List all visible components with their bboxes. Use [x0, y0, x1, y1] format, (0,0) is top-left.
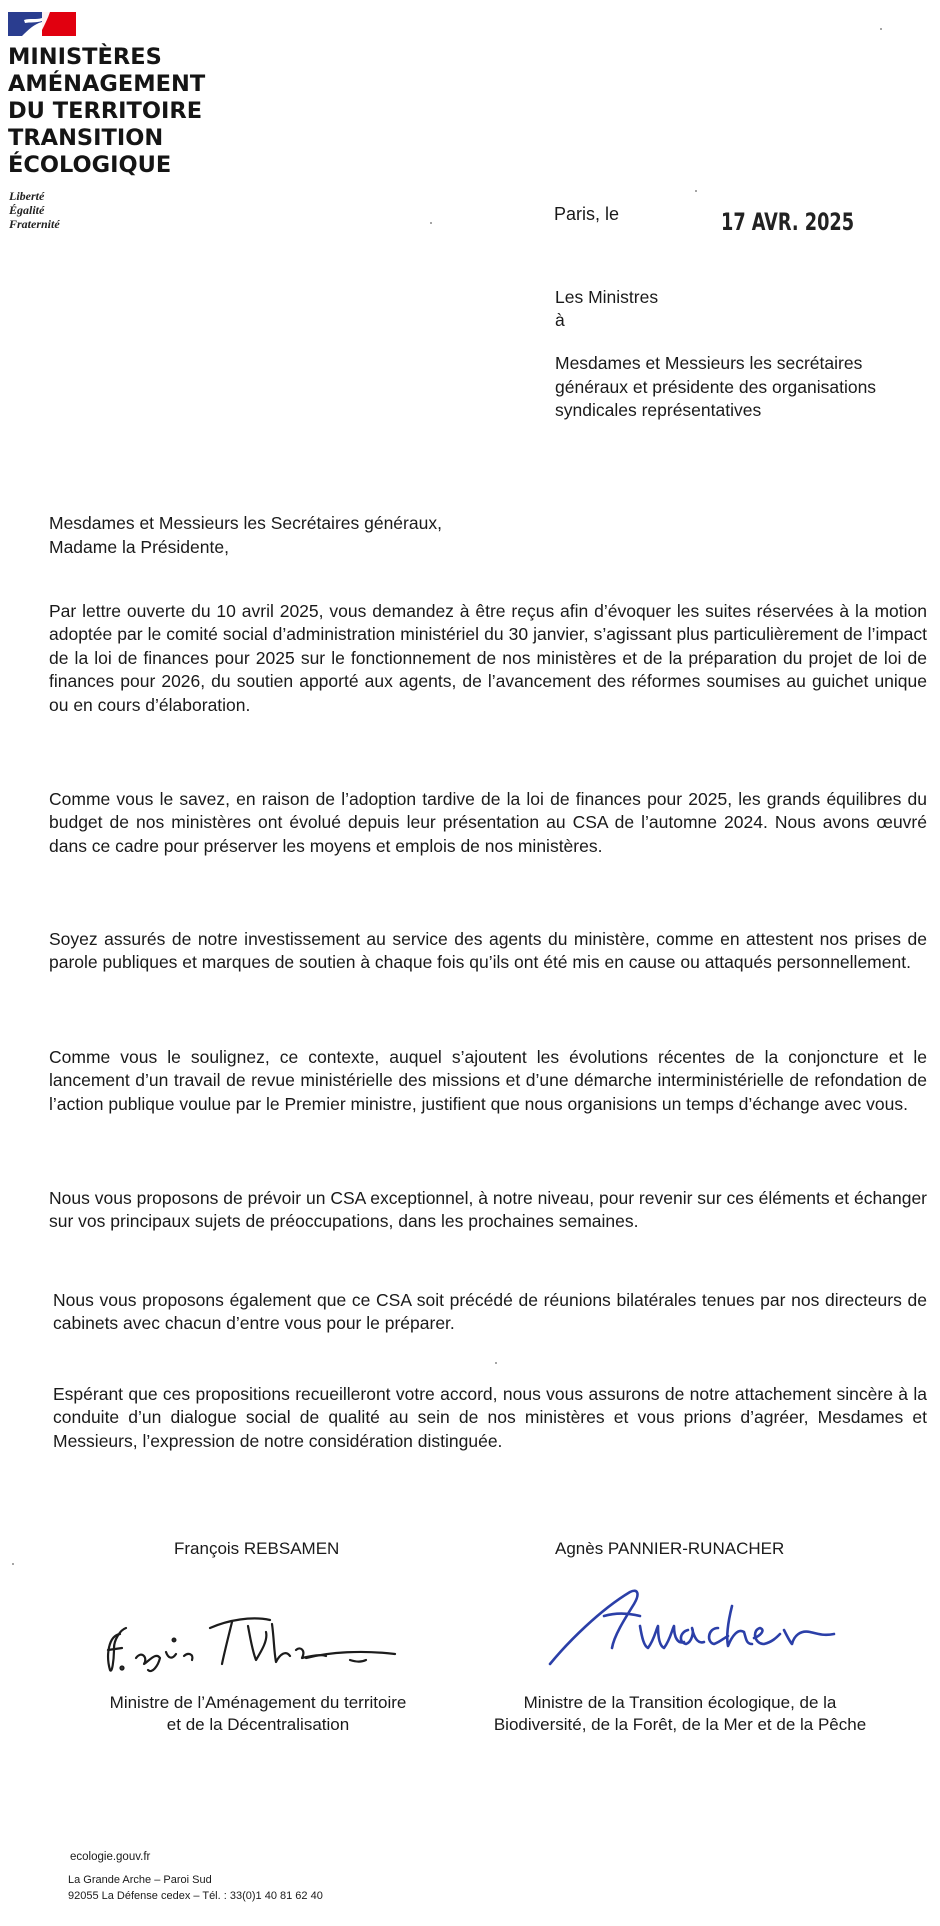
- republic-flag-logo: [8, 12, 76, 36]
- signatory-name: François REBSAMEN: [174, 1539, 340, 1558]
- signatory-title: [82, 1692, 434, 1736]
- ministry-name: [8, 44, 268, 179]
- scan-speck: [495, 1362, 497, 1364]
- footer-address-line: La Grande Arche – Paroi Sud: [68, 1874, 212, 1886]
- motto-line: Fraternité: [9, 217, 60, 231]
- signatory-name: Agnès PANNIER-RUNACHER: [555, 1539, 785, 1558]
- ministry-line: DU TERRITOIRE: [8, 98, 203, 124]
- body-paragraph: Par lettre ouverte du 10 avril 2025, vous demandez à être reçus afin d’évoquer les suites réservées à la motion adoptée par le comité social d’administration ministériel du 30 janvier, s’agissant plus particulièrement de l’impact de la loi de finances pour 2025 sur le fonctionnement de nos ministères et de la préparation du projet de loi de finances pour 2026, du soutien apporté aux agents, de l’avancement des réformes soumises au guichet unique ou en cours d’élaboration.: [49, 601, 927, 715]
- ministry-line: TRANSITION: [8, 125, 164, 151]
- motto-line: Égalité: [9, 203, 45, 217]
- republic-motto: [9, 189, 60, 231]
- signature-pannier-runacher: [548, 1582, 848, 1667]
- ministry-line: ÉCOLOGIQUE: [8, 152, 172, 178]
- body-paragraph: Soyez assurés de notre investissement au service des agents du ministère, comme en attestent nos prises de parole publiques et marques de soutien à chaque fois qu’ils ont été mis en cause ou attaqués personnellement.: [49, 929, 927, 973]
- signatory-title-line: Ministre de la Transition écologique, de la: [523, 1693, 837, 1712]
- body-paragraph: Nous vous proposons également que ce CSA soit précédé de réunions bilatérales tenues par nos directeurs de cabinets avec chacun d’entre vous pour le préparer.: [53, 1290, 927, 1334]
- body-paragraph: Nous vous proposons de prévoir un CSA exceptionnel, à notre niveau, pour revenir sur ces éléments et échanger sur vos principaux sujets de préoccupations, dans les prochaines semaines.: [49, 1188, 927, 1232]
- signatory-title-line: Biodiversité, de la Forêt, de la Mer et de la Pêche: [493, 1715, 867, 1734]
- signatory-title-line: et de la Décentralisation: [166, 1715, 350, 1734]
- date-place-label: Paris, le: [554, 204, 620, 224]
- salutation-line: Mesdames et Messieurs les Secrétaires généraux,: [49, 513, 442, 533]
- salutation-line: Madame la Présidente,: [49, 536, 229, 557]
- salutation: [49, 512, 442, 559]
- signatory-title-line: Ministre de l’Aménagement du territoire: [109, 1693, 407, 1712]
- ministry-line: AMÉNAGEMENT: [8, 71, 206, 97]
- recipient-block: Mesdames et Messieurs les secrétaires généraux et présidente des organisations syndicales représentatives: [555, 353, 877, 420]
- signature-rebsamen: [100, 1600, 400, 1680]
- scan-speck: [12, 1563, 14, 1565]
- motto-line: Liberté: [9, 189, 45, 203]
- footer-address-line: 92055 La Défense cedex – Tél. : 33(0)1 40 81 62 40: [68, 1890, 323, 1902]
- signatory-title: [464, 1692, 896, 1736]
- body-paragraph: Espérant que ces propositions recueilleront votre accord, nous vous assurons de notre attachement sincère à la conduite d’un dialogue social de qualité au sein de nos ministères et vous prions d’agréer, Mesdames et Messieurs, l’expression de notre considération distinguée.: [53, 1384, 927, 1451]
- date-stamp: 17 AVR. 2025: [721, 208, 855, 236]
- ministry-line: MINISTÈRES: [8, 44, 162, 70]
- sender-block: [555, 286, 658, 332]
- footer-website: ecologie.gouv.fr: [70, 1851, 151, 1863]
- scan-speck: [880, 28, 882, 30]
- scan-speck: [695, 190, 697, 192]
- scan-speck: [430, 222, 432, 224]
- sender-label: Les Ministres: [555, 287, 659, 307]
- connector-label: à: [555, 310, 565, 330]
- body-paragraph: Comme vous le savez, en raison de l’adoption tardive de la loi de finances pour 2025, les grands équilibres du budget de nos ministères ont évolué depuis leur présentation au CSA de l’automne 2024. Nous avons œuvré dans ce cadre pour préserver les moyens et emplois de nos ministères.: [49, 789, 927, 856]
- body-paragraph: Comme vous le soulignez, ce contexte, auquel s’ajoutent les évolutions récentes de la conjoncture et le lancement d’un travail de revue ministérielle des missions et d’une démarche interministérielle de refondation de l’action publique voulue par le Premier ministre, justifient que nous organisions un temps d’échange avec vous.: [49, 1047, 927, 1114]
- footer-address: [68, 1872, 323, 1904]
